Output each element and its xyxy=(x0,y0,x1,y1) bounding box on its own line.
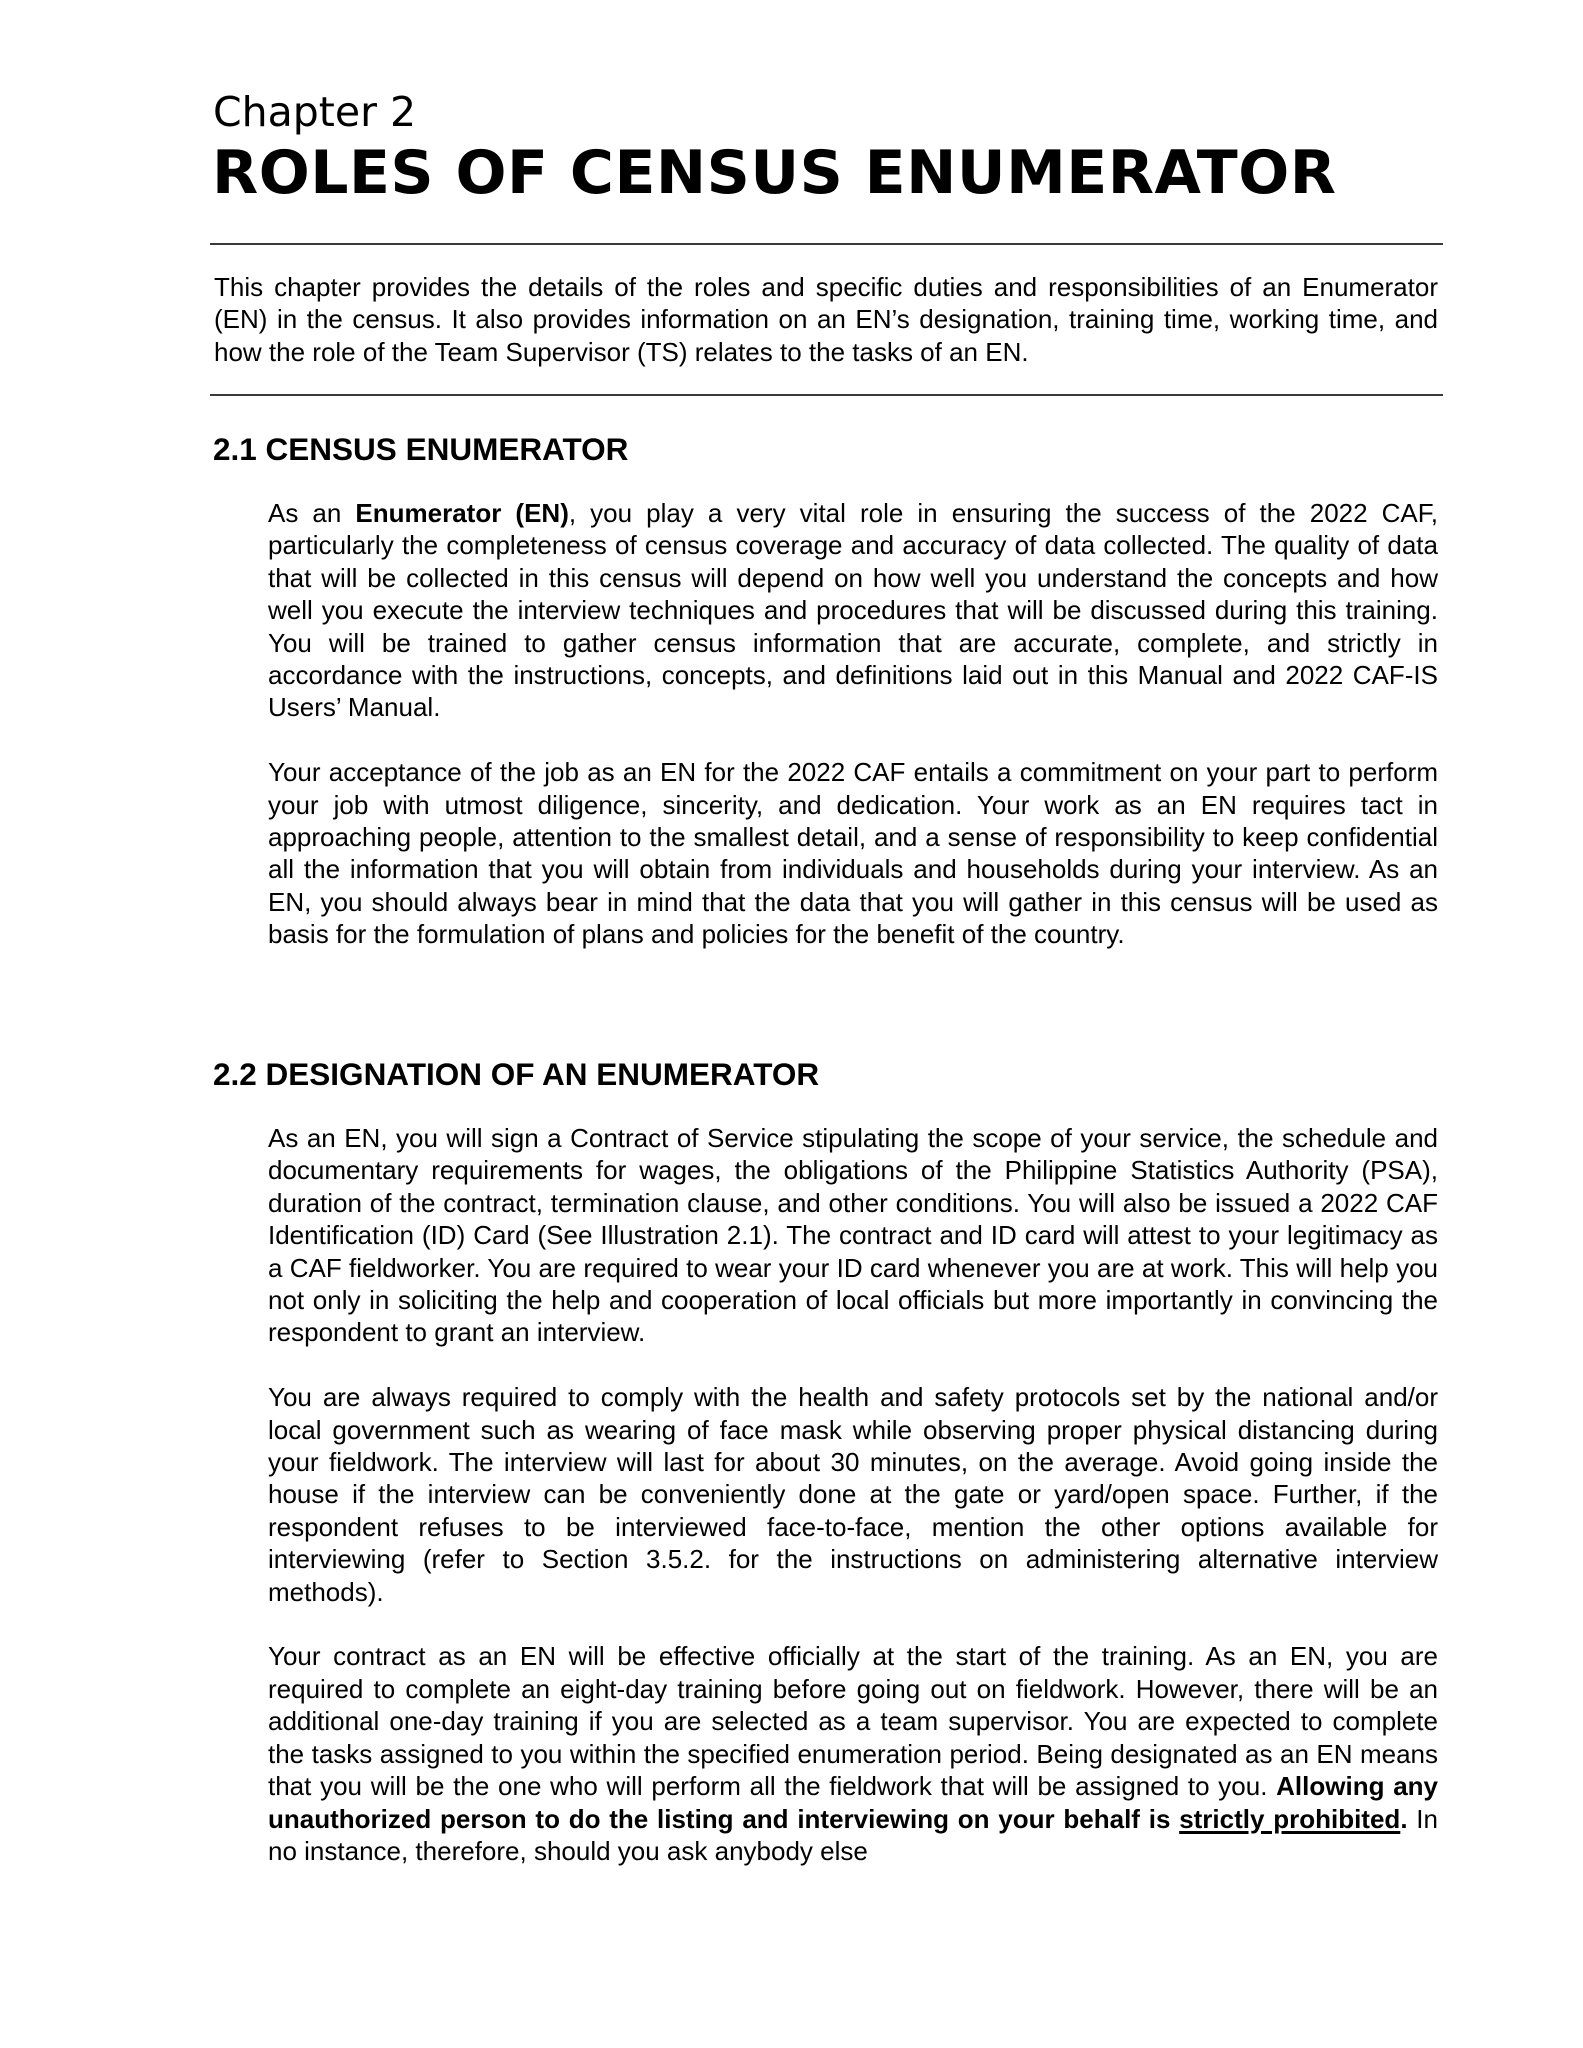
paragraph xyxy=(268,497,1438,724)
paragraph xyxy=(268,756,1438,950)
chapter-title: ROLES OF CENSUS ENUMERATOR xyxy=(212,138,1337,208)
section-heading-2-1: 2.1 CENSUS ENUMERATOR xyxy=(213,431,629,467)
text-run: Your contract as an EN will be effective officially at the start of the training. As an EN, you are required to complete an eight-day training before going out on fieldwork. However, there will be an additional one-day training if you are selected as a team supervisor. You are expected to complete the tasks assigned to you within the specified enumeration period. Being designated as an EN means that you will be the one who will perform all the fieldwork that will be assigned to you. xyxy=(268,1641,1438,1802)
text-run: You are always required to comply with the health and safety protocols set by the national and/or local government such as wearing of face mask while observing proper physical distancing during your fieldwork. The interview will last for about 30 minutes, on the average. Avoid going inside the house if the interview can be conveniently done at the gate or yard/open space. Further, if the respondent refuses to be interviewed face-to-face, mention the other options available for interviewing (refer to Section 3.5.2. for the instructions on administering alternative interview methods). xyxy=(268,1382,1438,1607)
text-run: Your acceptance of the job as an EN for the 2022 CAF entails a commitment on your part to perform your job with utmost diligence, sincerity, and dedication. Your work as an EN requires tact in approaching people, attention to the smallest detail, and a sense of responsibility to keep confidential all the information that you will obtain from individuals and households during your interview. As an EN, you should always bear in mind that the data that you will gather in this census will be used as basis for the formulation of plans and policies for the benefit of the country. xyxy=(268,757,1438,950)
chapter-intro: This chapter provides the details of the roles and specific duties and responsibilities of an Enumerator (EN) in the census. It also provides information on an EN’s designation, training time, working time, and how the role of the Team Supervisor (TS) relates to the tasks of an EN. xyxy=(214,272,1438,367)
section-body-2-1 xyxy=(268,497,1438,951)
emphasis-bold-text: . xyxy=(1400,1803,1408,1834)
divider-bottom xyxy=(210,394,1443,396)
paragraph xyxy=(268,1640,1438,1867)
text-run: , you play a very vital role in ensuring the success of the 2022 CAF, particularly the completeness of census coverage and accuracy of data collected. The quality of data that will be collected in this census will depend on how well you understand the concepts and how well you execute the interview techniques and procedures that will be discussed during this training. You will be trained to gather census information that are accurate, complete, and strictly in accordance with the instructions, concepts, and definitions laid out in this Manual and 2022 CAF-IS Users’ Manual. xyxy=(268,498,1438,723)
section-body-2-2 xyxy=(268,1122,1438,1867)
section-heading-2-2: 2.2 DESIGNATION OF AN ENUMERATOR xyxy=(213,1056,820,1092)
paragraph xyxy=(268,1381,1438,1608)
chapter-label: Chapter 2 xyxy=(213,88,417,136)
divider-top xyxy=(210,243,1443,245)
paragraph xyxy=(268,1122,1438,1349)
emphasis-bold-text: Enumerator (EN) xyxy=(355,498,569,528)
text-run: In no instance, therefore, should you ask anybody else xyxy=(268,1803,1438,1866)
emphasis-bold-text: Allowing any unauthorized person to do the listing and interviewing on your behalf is xyxy=(268,1771,1438,1834)
text-run: As an xyxy=(268,498,356,528)
text-run: As an EN, you will sign a Contract of Service stipulating the scope of your service, the schedule and documentary requirements for wages, the obligations of the Philippine Statistics Authority (PSA), duration of the contract, termination clause, and other conditions. You will also be issued a 2022 CAF Identification (ID) Card (See Illustration 2.1). The contract and ID card will attest to your legitimacy as a CAF fieldworker. You are required to wear your ID card whenever you are at work. This will help you not only in soliciting the help and cooperation of local officials but more importantly in convincing the respondent to grant an interview. xyxy=(268,1123,1438,1348)
emphasis-underlined-text: strictly prohibited xyxy=(1179,1803,1401,1834)
